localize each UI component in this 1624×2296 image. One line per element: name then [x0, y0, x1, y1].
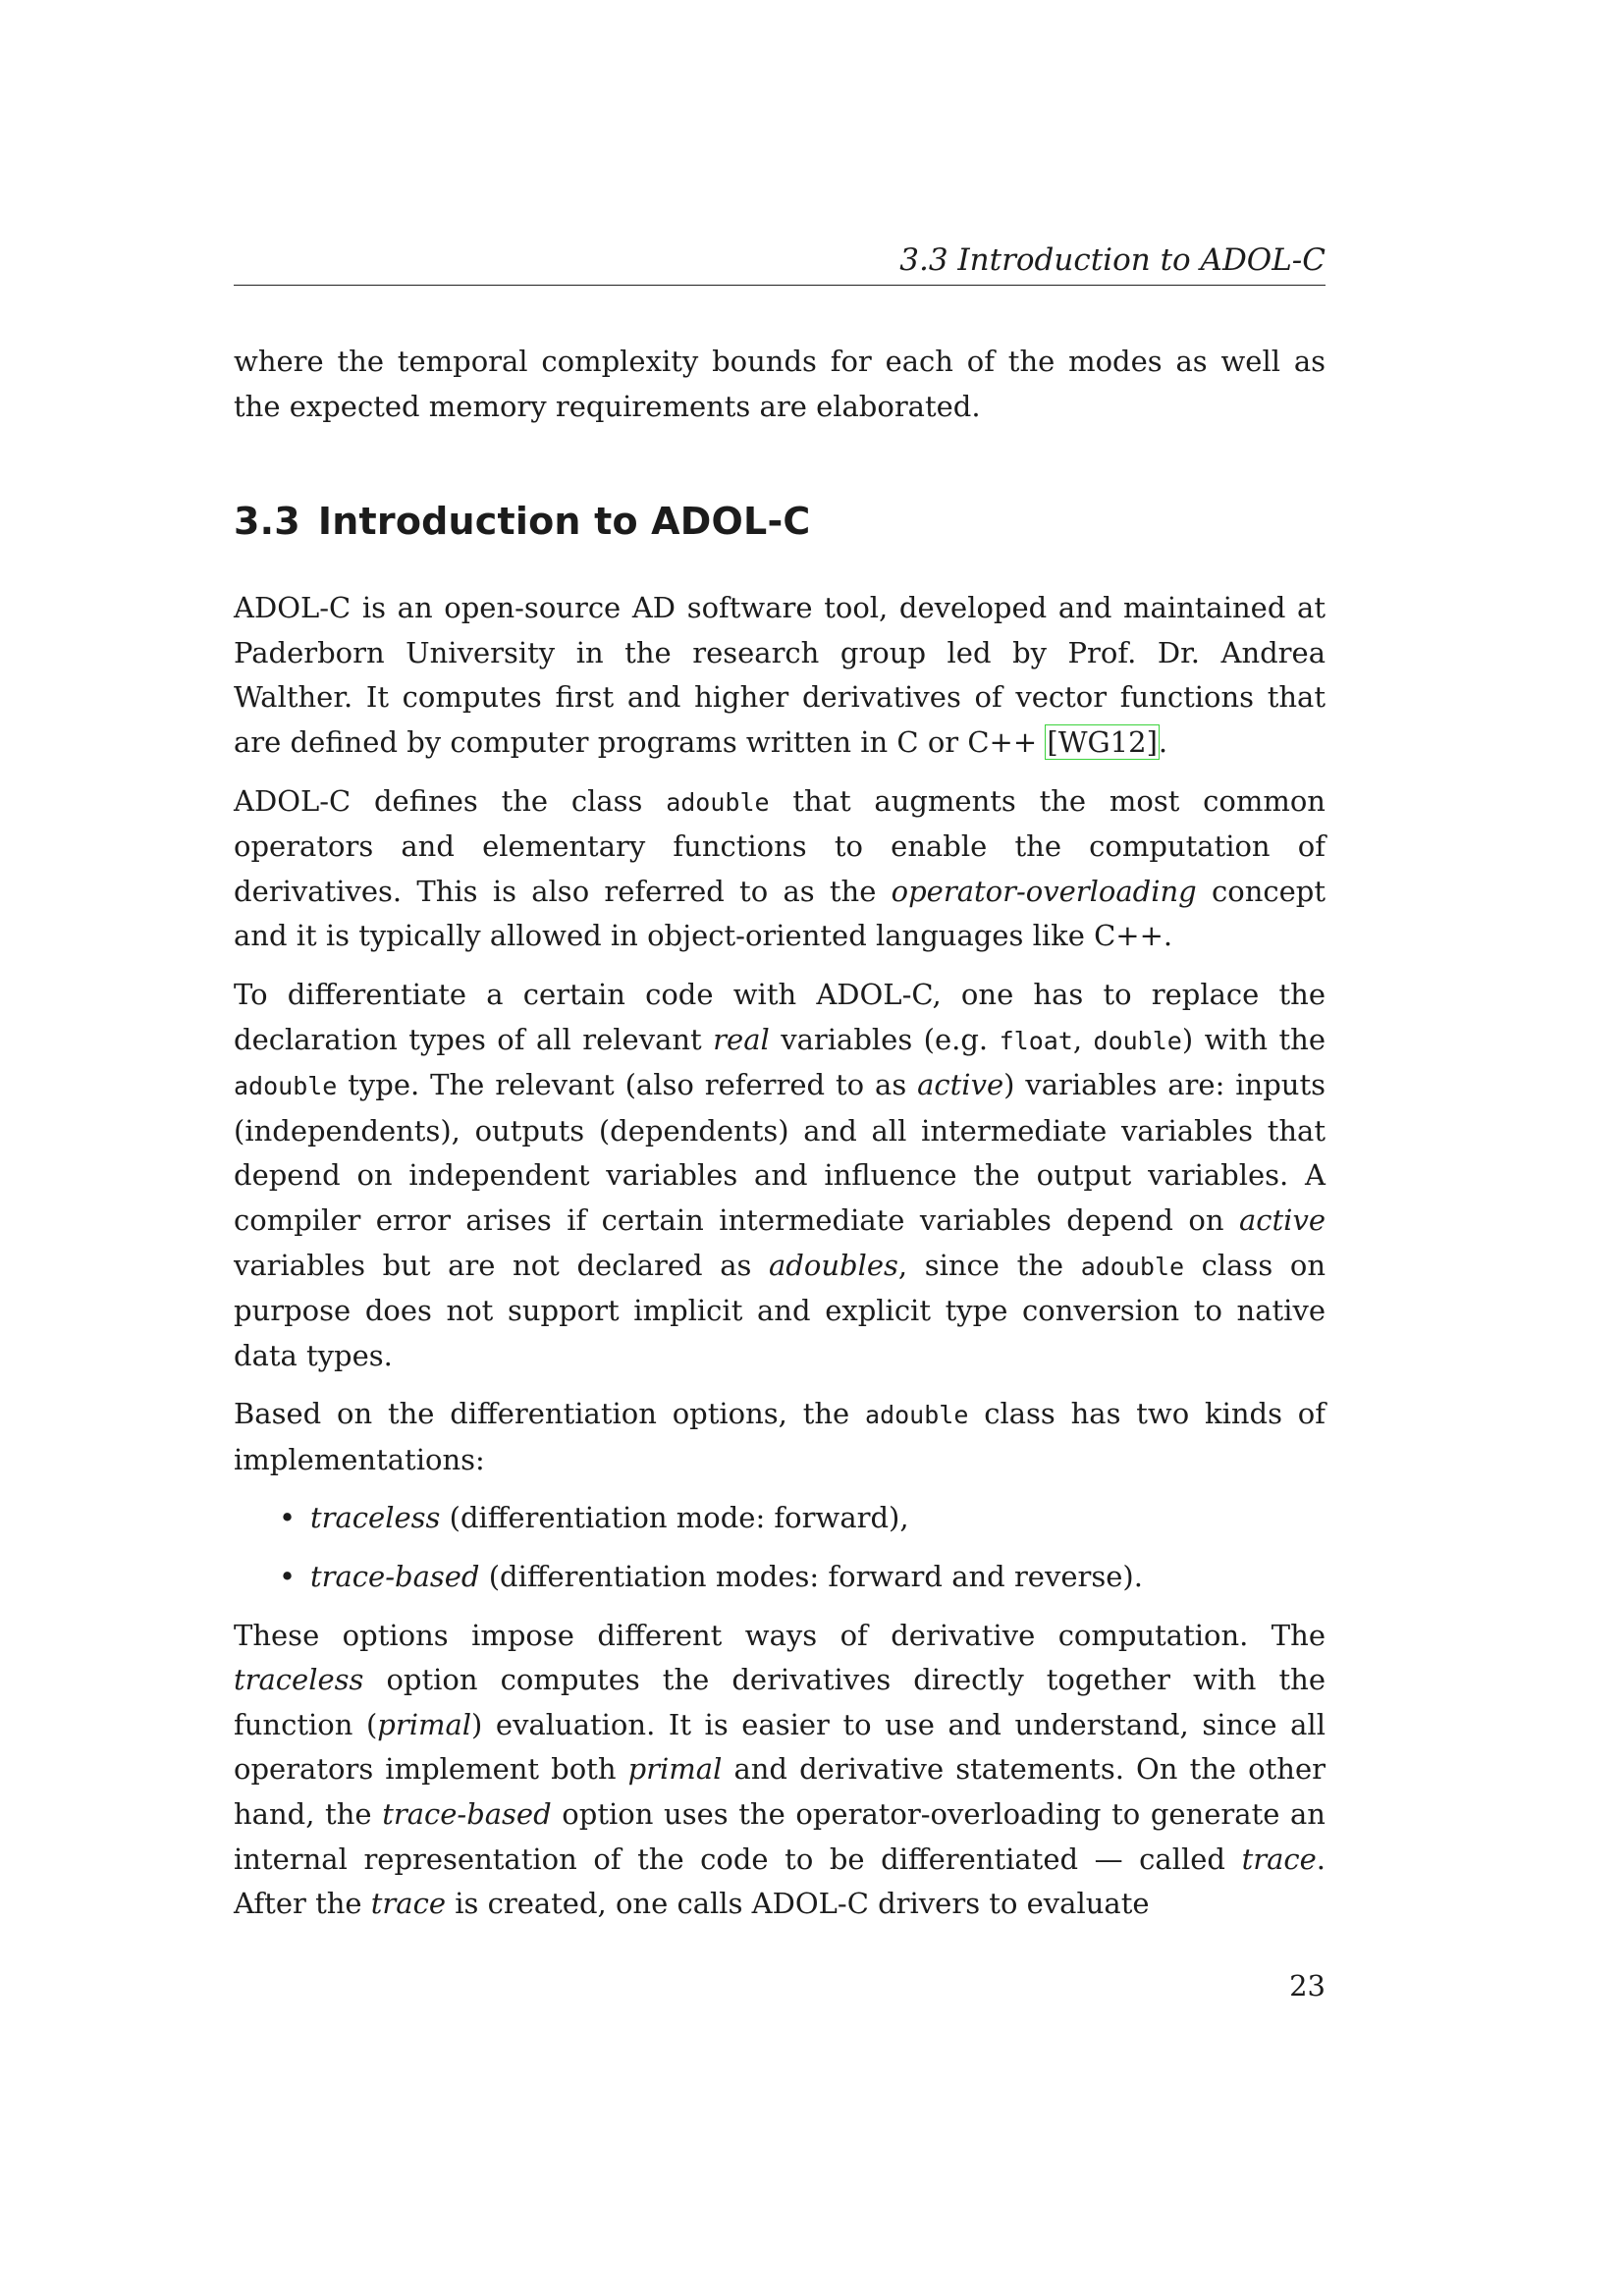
- list-item-text: (differentiation mode: forward),: [440, 1501, 909, 1535]
- p3-text-a: To differentiate a certain code with ADOL-C, one has to replace the declaration types of all relevant: [234, 977, 1326, 1056]
- p5-text-f: . After the: [234, 1842, 1326, 1921]
- em-traceless: traceless: [234, 1663, 364, 1697]
- section-heading: [234, 498, 1326, 545]
- running-header: 3.3 Introduction to ADOL-C: [899, 242, 1326, 278]
- paragraph-4: [234, 1392, 1326, 1482]
- em-operator-overloading: operator-overloading: [891, 874, 1197, 908]
- code-adouble: adouble: [865, 1401, 969, 1430]
- bullet-marker: •: [279, 1560, 297, 1594]
- code-float: float: [999, 1026, 1073, 1055]
- paragraph-1: [234, 586, 1326, 765]
- em-active: active: [917, 1068, 1004, 1102]
- p2-text-a: ADOL-C defines the class: [234, 783, 667, 818]
- p2-text-c: concept and it is typically allowed in object-oriented languages like C++.: [234, 874, 1326, 953]
- p3-text-f: ) variables are: inputs (independents), outputs (dependents) and all intermediate variables that depend on independent variables and influence the output variables. A compiler error arises if certain intermediate variables depend on: [234, 1068, 1326, 1237]
- em-traceless: traceless: [310, 1501, 441, 1535]
- em-primal: primal: [377, 1707, 472, 1741]
- em-real: real: [713, 1022, 770, 1056]
- code-double: double: [1093, 1026, 1182, 1055]
- citation-link[interactable]: [WG12]: [1047, 724, 1158, 759]
- p3-text-e: type. The relevant (also referred to as: [337, 1068, 918, 1102]
- bullet-marker: •: [279, 1501, 297, 1535]
- code-adouble: adouble: [666, 787, 770, 817]
- paragraph-2: [234, 779, 1326, 959]
- page-number: 23: [1289, 1969, 1326, 2002]
- paragraph-5: [234, 1614, 1326, 1927]
- intro-paragraph: where the temporal complexity bounds for each of the modes as well as the expected memory requirements are elaborated.: [234, 345, 1326, 423]
- p1-text: ADOL-C is an open-source AD software tool, developed and maintained at Paderborn University in the research group led by Prof. Dr. Andrea Walther. It computes first and higher derivatives of vector functions that are defined by computer programs written in C or C++: [234, 591, 1326, 759]
- em-adoubles: adoubles: [769, 1248, 898, 1282]
- p5-text-b: option computes the derivatives directly together with the function (: [234, 1663, 1326, 1741]
- p1-end: .: [1158, 724, 1168, 759]
- p2-text-b: that augments the most common operators and elementary functions to enable the computation of derivatives. This is also referred to as the: [234, 783, 1326, 908]
- em-trace-based: trace-based: [310, 1560, 480, 1594]
- page-body: [234, 340, 1326, 1941]
- section-number: 3.3: [234, 500, 300, 544]
- p5-text-e: option uses the operator-overloading to generate an internal representation of the code to be differentiated — called: [234, 1797, 1326, 1876]
- p3-text-g: variables but are not declared as: [234, 1248, 769, 1282]
- code-adouble: adouble: [1080, 1252, 1185, 1281]
- em-trace-based: trace-based: [382, 1797, 552, 1832]
- p4-text-a: Based on the differentiation options, the: [234, 1397, 866, 1431]
- p5-text-c: ) evaluation. It is easier to use and understand, since all operators implement both: [234, 1707, 1326, 1787]
- code-adouble: adouble: [234, 1072, 338, 1101]
- p3-text-c: ,: [1072, 1022, 1094, 1056]
- section-title: Introduction to ADOL-C: [317, 500, 811, 544]
- p3-text-d: ) with the: [1181, 1022, 1326, 1056]
- p5-text-g: is created, one calls ADOL-C drivers to evaluate: [446, 1887, 1150, 1921]
- list-item: [234, 1496, 1326, 1541]
- list-item-text: (differentiation modes: forward and reverse).: [479, 1560, 1143, 1594]
- em-primal: primal: [627, 1752, 723, 1787]
- p3-text-i: class on purpose does not support implicit and explicit type conversion to native data types.: [234, 1248, 1326, 1372]
- p5-text-a: These options impose different ways of derivative computation. The: [234, 1618, 1326, 1652]
- bullet-list: [234, 1496, 1326, 1599]
- p5-text-d: and derivative statements. On the other hand, the: [234, 1752, 1326, 1832]
- em-active: active: [1238, 1202, 1326, 1237]
- p3-text-h: , since the: [897, 1248, 1081, 1282]
- p3-text-b: variables (e.g.: [769, 1022, 1000, 1056]
- list-item: [234, 1555, 1326, 1600]
- em-trace: trace: [1241, 1842, 1317, 1876]
- em-trace: trace: [370, 1887, 446, 1921]
- p4-text-b: class has two kinds of implementations:: [234, 1397, 1326, 1476]
- paragraph-3: [234, 973, 1326, 1378]
- header-rule: [234, 285, 1326, 286]
